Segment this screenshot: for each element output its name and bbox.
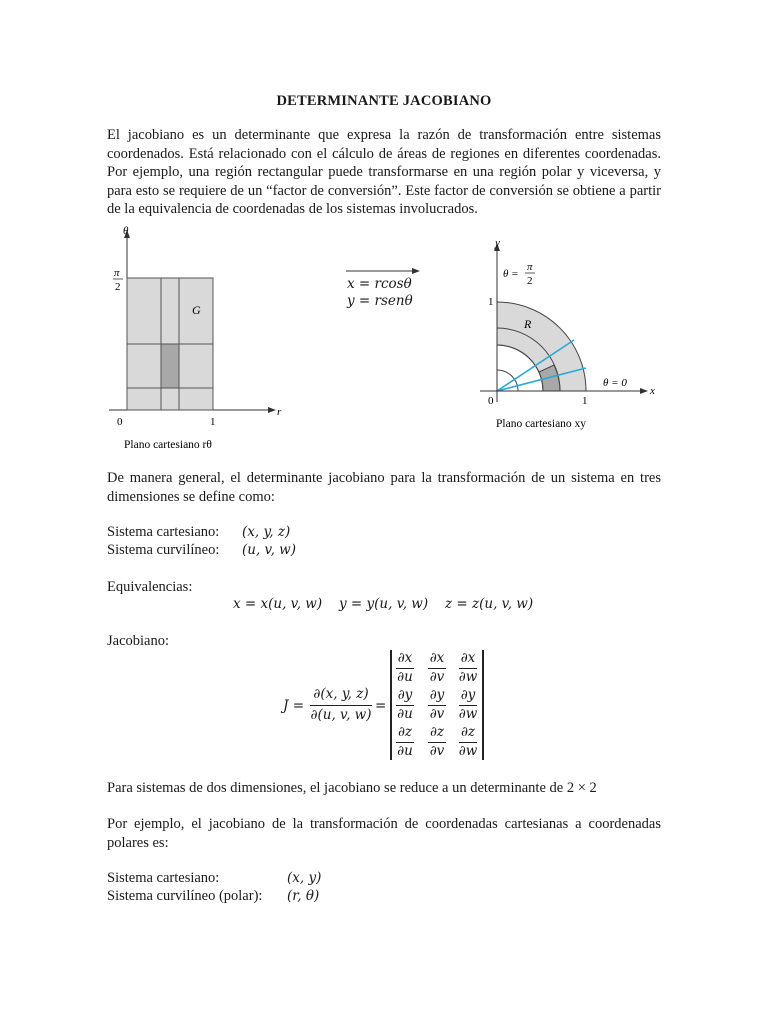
- example-paragraph: Por ejemplo, el jacobiano de la transformación de coordenadas cartesianas a coordenadas polares es:: [107, 816, 661, 851]
- figure-caption-rtheta: Plano cartesiano rθ: [124, 439, 212, 451]
- polar-2d-label: Sistema curvilíneo (polar):: [107, 888, 263, 904]
- matrix-entry-num: ∂z: [397, 724, 413, 740]
- matrix-entry-den: ∂v: [429, 669, 445, 685]
- two-label: 2: [115, 281, 121, 293]
- transform-y-equation: y = rsenθ: [347, 293, 413, 309]
- transform-x-equation: x = rcosθ: [347, 276, 412, 292]
- one-label: 1: [210, 416, 216, 428]
- region-r-label: R: [524, 317, 532, 331]
- jacobian-equals: =: [375, 698, 387, 714]
- cartesian-2d-label: Sistema cartesiano:: [107, 870, 220, 886]
- x-axis-label: x: [650, 385, 655, 397]
- shaded-cell: [161, 344, 179, 388]
- matrix-entry-den: ∂u: [397, 706, 413, 722]
- x-axis-arrow: [640, 388, 648, 394]
- matrix-entry-den: ∂u: [397, 669, 413, 685]
- x-one-label: 1: [582, 395, 588, 407]
- theta-pi2-label: θ =: [503, 268, 519, 280]
- matrix-entry-den: ∂v: [429, 743, 445, 759]
- matrix-entry-den: ∂u: [397, 743, 413, 759]
- cartesian-2d-value: (x, y): [287, 870, 322, 886]
- matrix-entry-den: ∂w: [458, 706, 478, 722]
- equivalence-x: x = x(u, v, w): [233, 596, 323, 612]
- two-dim-paragraph: Para sistemas de dos dimensiones, el jacobiano se reduce a un determinante de 2 × 2: [107, 780, 597, 796]
- transform-arrow: [340, 263, 430, 277]
- matrix-entry-den: ∂w: [458, 743, 478, 759]
- matrix-entry-num: ∂y: [460, 687, 476, 703]
- page-title: DETERMINANTE JACOBIANO: [276, 93, 492, 109]
- jacobian-fraction-numerator: ∂(x, y, z): [313, 686, 369, 702]
- y-one-label: 1: [488, 296, 494, 308]
- theta-axis-label: θ: [123, 225, 129, 237]
- figure-xy-plane: [470, 232, 670, 436]
- curvilinear-3d-label: Sistema curvilíneo:: [107, 542, 220, 558]
- origin-label: 0: [117, 416, 123, 428]
- y-axis-label: y: [495, 237, 500, 249]
- determinant-right-bar: [482, 650, 484, 760]
- curvilinear-3d-value: (u, v, w): [242, 542, 296, 558]
- jacobian-fraction-bar: [310, 705, 372, 706]
- intro-paragraph: El jacobiano es un determinante que expresa la razón de transformación entre sistemas coordenados. Está relacionado con el cálculo de áreas de regiones en diferentes coordenadas. Por ejemplo, una región rectangular puede transformarse en una región polar y viceversa, y para esto se requiere de un “factor de conversión”. Este factor de conversión se obtiene a partir de la equivalencia de coordenadas de los sistemas involucrados.: [107, 127, 661, 218]
- matrix-entry-num: ∂y: [397, 687, 413, 703]
- figure-rtheta-plane: [105, 222, 295, 454]
- region-g-label: G: [192, 303, 201, 317]
- right-origin-label: 0: [488, 395, 494, 407]
- matrix-entry-num: ∂x: [429, 650, 445, 666]
- figure-caption-xy: Plano cartesiano xy: [496, 418, 587, 430]
- cartesian-3d-value: (x, y, z): [242, 524, 291, 540]
- polar-2d-value: (r, θ): [287, 888, 320, 904]
- equivalence-y: y = y(u, v, w): [339, 596, 429, 612]
- matrix-entry-num: ∂y: [429, 687, 445, 703]
- jacobian-lhs: J =: [283, 698, 305, 714]
- r-axis-arrow: [268, 407, 276, 413]
- determinant-left-bar: [390, 650, 392, 760]
- r-axis-label: r: [277, 406, 282, 418]
- matrix-entry-den: ∂v: [429, 706, 445, 722]
- right-two-label: 2: [527, 275, 533, 287]
- matrix-entry-num: ∂z: [460, 724, 476, 740]
- jacobian-label: Jacobiano:: [107, 633, 170, 649]
- right-pi-label: π: [527, 261, 533, 273]
- matrix-entry-num: ∂x: [397, 650, 413, 666]
- cartesian-3d-label: Sistema cartesiano:: [107, 524, 220, 540]
- jacobian-fraction-denominator: ∂(u, v, w): [310, 707, 372, 723]
- matrix-entry-num: ∂z: [429, 724, 445, 740]
- pi-label: π: [114, 267, 120, 279]
- equivalences-label: Equivalencias:: [107, 579, 193, 595]
- general-paragraph: De manera general, el determinante jacobiano para la transformación de un sistema en tres dimensiones se define como:: [107, 470, 661, 505]
- matrix-entry-num: ∂x: [460, 650, 476, 666]
- equivalence-z: z = z(u, v, w): [445, 596, 534, 612]
- matrix-entry-den: ∂w: [458, 669, 478, 685]
- theta-zero-label: θ = 0: [603, 377, 627, 389]
